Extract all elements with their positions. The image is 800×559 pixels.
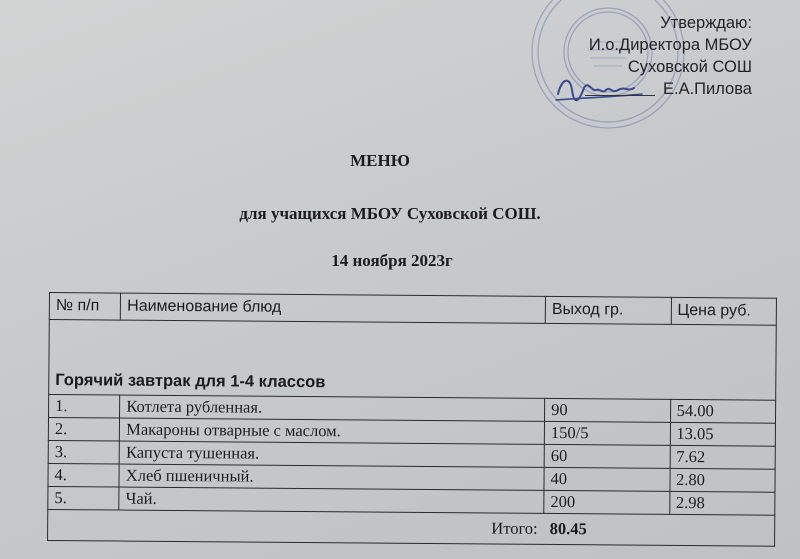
approval-school: Суховской СОШ xyxy=(627,58,752,76)
row-weight: 40 xyxy=(544,467,670,491)
total-row xyxy=(48,509,775,546)
row-weight: 150/5 xyxy=(544,421,670,445)
page-subtitle: для учащихся МБОУ Суховской СОШ. xyxy=(239,204,541,223)
row-weight: 90 xyxy=(545,398,671,422)
row-dish: Котлета рубленная. xyxy=(120,395,545,421)
approval-position: И.о.Директора МБОУ xyxy=(588,36,752,54)
signature-line xyxy=(585,95,655,96)
header-dish-name: Наименование блюд xyxy=(121,293,546,323)
header-number: № п/п xyxy=(49,293,120,321)
row-dish: Чай. xyxy=(119,487,544,513)
row-dish: Макароны отварные с маслом. xyxy=(120,418,545,444)
menu-date: 14 ноября 2023г xyxy=(331,251,453,270)
row-price: 7.62 xyxy=(670,445,776,469)
row-number: 5. xyxy=(48,486,119,510)
approval-block xyxy=(522,12,752,100)
approval-signatory: Е.А.Пилова xyxy=(662,80,752,98)
header-price: Цена руб. xyxy=(671,297,777,325)
menu-table xyxy=(47,292,777,547)
row-number: 4. xyxy=(48,463,119,487)
row-price: 54.00 xyxy=(670,399,776,423)
approval-signature-line xyxy=(522,78,752,100)
section-row xyxy=(49,320,777,401)
page-title: МЕНЮ xyxy=(350,151,410,170)
row-dish: Хлеб пшеничный. xyxy=(119,464,544,490)
total-value: 80.45 xyxy=(544,513,775,546)
row-number: 2. xyxy=(48,418,119,442)
row-weight: 200 xyxy=(544,490,670,514)
row-price: 2.80 xyxy=(670,468,776,492)
approval-heading: Утверждаю: xyxy=(660,14,752,32)
header-weight: Выход гр. xyxy=(545,296,671,324)
row-price: 13.05 xyxy=(670,422,776,446)
row-dish: Капуста тушенная. xyxy=(119,441,544,467)
row-number: 3. xyxy=(48,440,119,464)
row-weight: 60 xyxy=(544,444,670,468)
row-number: 1. xyxy=(49,395,120,419)
section-title: Горячий завтрак для 1-4 классов xyxy=(49,320,777,401)
row-price: 2.98 xyxy=(669,491,775,515)
total-label: Итого: xyxy=(48,509,544,544)
